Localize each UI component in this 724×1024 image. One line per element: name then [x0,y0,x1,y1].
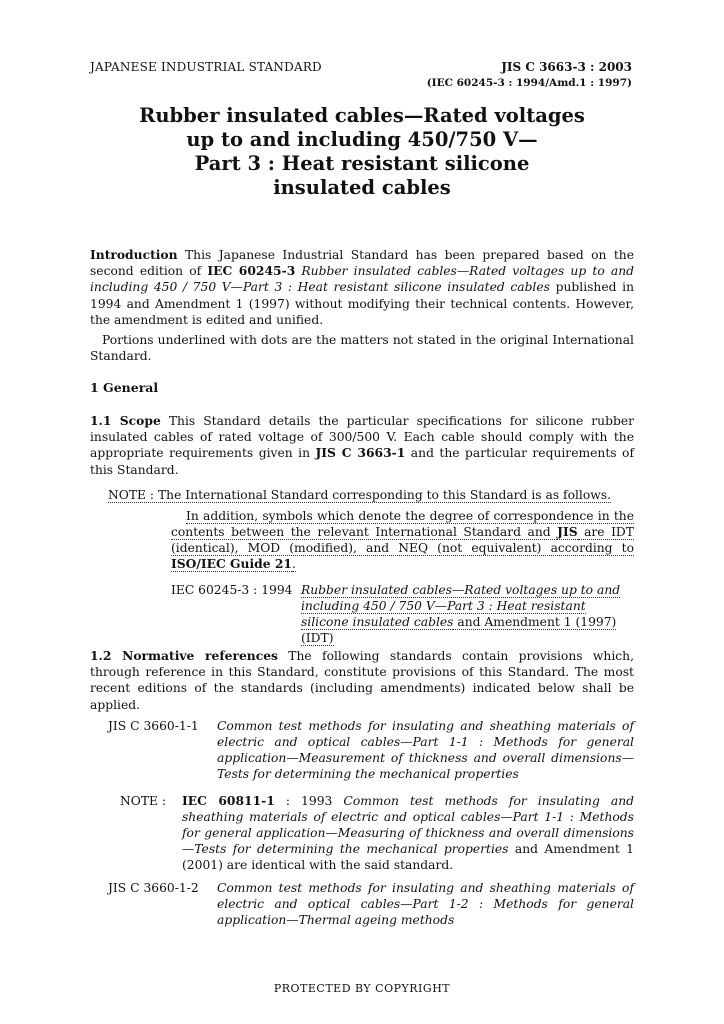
reference-item-2 [0,880,724,930]
ref-note-iec: IEC 60811-1 [182,793,275,808]
introduction-note-paragraph: Portions underlined with dots are the matters not stated in the original International Standard. [90,333,634,364]
intro-iec-ref: IEC 60245-3 [207,263,296,279]
ref-note-amendment: and Amendment 1 (2001) are identical with the said standard. [182,842,634,872]
ref1-title: Common test methods for insulating and sheathing materials of electric and optical cables—Part 1-1 : Methods for general application—Measurement of thickness and overall dimensions—Tests for determining the mechanical properties [217,719,634,781]
section-1-heading: 1 General [90,380,159,395]
title-line-1: Rubber insulated cables—Rated voltages [139,104,585,127]
correspondence-code: IEC 60245-3 : 1994 [171,583,293,597]
scope-text-a: This Standard details the particular specifications for silicone rubber insulated cables of rated voltage of 300/500 V. Each cable should comply with the appropriate requirements given in [90,414,634,461]
copyright-footer: PROTECTED BY COPYRIGHT [273,982,451,995]
intro-text-d: published in 1994 and Amendment 1 (1997) without modifying their technical contents. However, the amendment is edited and unified. [90,280,634,327]
ref-note-title: Common test methods for insulating and sheathing materials of electric and optical cables—Part 1-1 : Methods for general application—Measuring of thickness and overall dimensions—Tests for determining the mechanical properties [182,794,635,856]
ref-note-code: NOTE : [120,794,167,808]
title-line-2: up to and including 450/750 V— [186,128,538,151]
scope-note-head-text: NOTE : The International Standard corresponding to this Standard is as follows. [108,488,612,502]
scope-heading: 1.1 Scope [90,413,161,428]
introduction-paragraph [90,247,634,328]
correspondence-amendment: and Amendment 1 (1997) (IDT) [301,615,617,645]
document-title [90,104,634,200]
correspondence-row [171,582,634,645]
scope-paragraph [90,413,634,478]
note-body-jis: JIS [557,524,578,539]
normative-paragraph [90,648,634,713]
scope-text-c: and the particular requirements of this Standard. [90,446,635,477]
note-body-a: In addition, symbols which denote the degree of correspondence in the contents between the relevant International Standard and [171,509,634,539]
standard-number: JIS C 3663-3 : 2003 [501,60,632,74]
introduction-heading: Introduction [90,247,178,262]
scope-jis-ref: JIS C 3663-1 [315,445,406,461]
note-body-e: . [291,557,296,571]
correspondence-title: Rubber insulated cables—Rated voltages up to and including 450 / 750 V—Part 3 : Heat resistant silicone insulated cables [301,583,621,629]
normative-heading: 1.2 Normative references [90,648,278,663]
scope-note-head [108,487,634,503]
header-standard-block [427,60,632,89]
title-line-3: Part 3 : Heat resistant silicone [194,152,530,175]
scope-note-body [171,508,634,572]
ref1-code: JIS C 3660-1-1 [108,719,199,733]
reference-item-1 [0,718,724,784]
title-line-4: insulated cables [273,176,451,199]
correspondence-text [301,582,634,646]
ref-note-text [182,793,634,873]
iec-reference: (IEC 60245-3 : 1994/Amd.1 : 1997) [426,77,632,89]
reference-note [0,793,724,873]
normative-text: The following standards contain provisions which, through reference in this Standard, constitute provisions of this Standard. The most recent editions of the standards (including amendments) indicated below shall be applied. [90,649,634,712]
intro-text-a: This Japanese Industrial Standard has been prepared based on the second edition of [90,248,634,279]
intro-iec-title: Rubber insulated cables—Rated voltages up to and including 450 / 750 V—Part 3 : Heat resistant silicone insulated cables [90,264,634,295]
header-organization: JAPANESE INDUSTRIAL STANDARD [90,60,322,74]
note-body-guide: ISO/IEC Guide 21 [171,556,292,571]
ref2-title: Common test methods for insulating and sheathing materials of electric and optical cables—Part 1-2 : Methods for general application—Thermal ageing methods [217,881,634,927]
ref-note-year: : 1993 [274,794,344,808]
note-body-c: are IDT (identical), MOD (modified), and NEQ (not equivalent) according to [171,525,634,555]
ref2-code: JIS C 3660-1-2 [108,881,199,895]
